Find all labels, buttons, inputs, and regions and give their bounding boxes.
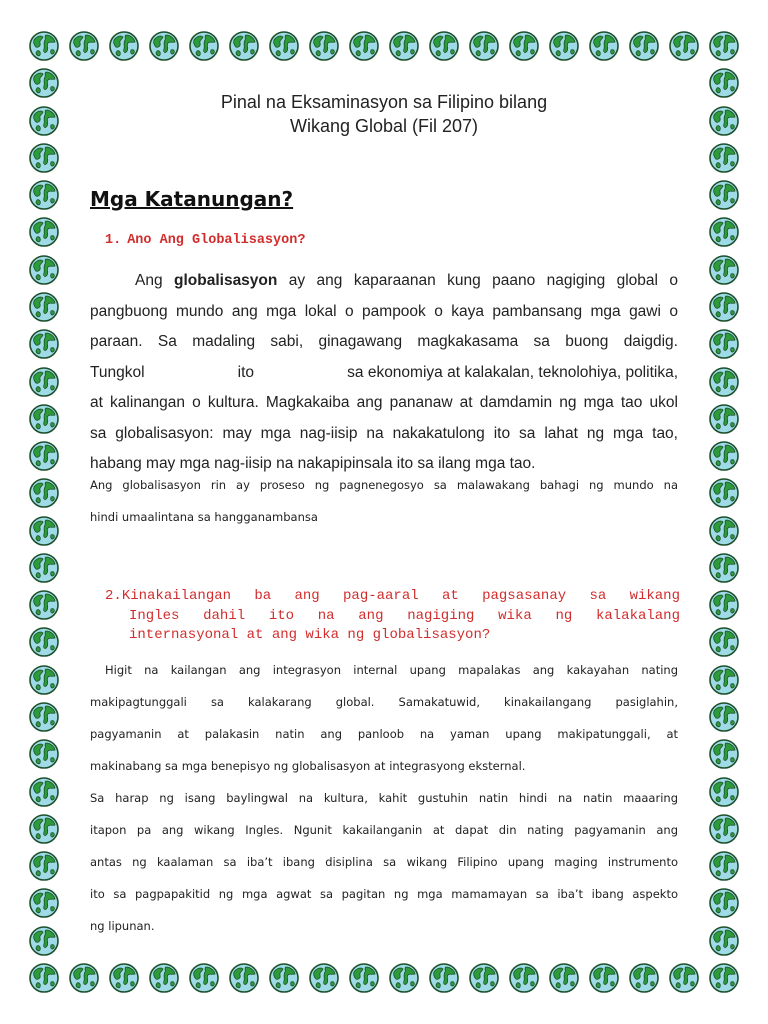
globe-icon <box>470 964 498 992</box>
globe-icon <box>710 256 738 284</box>
globe-icon <box>310 32 338 60</box>
answer-1-word: sa ekonomiya at kalakalan, teknolohiya, politika, <box>347 363 678 381</box>
globe-icon <box>710 852 738 880</box>
globe-icon <box>710 554 738 582</box>
globe-icon <box>30 144 58 172</box>
answer-2-line: makipagtunggali sa kalakarang global. Samakatuwid, kinakailangang pasiglahin, <box>90 695 678 709</box>
answer-2-paragraph-1 <box>90 654 678 782</box>
globe-icon <box>190 964 218 992</box>
globe-icon <box>230 32 258 60</box>
globe-icon <box>270 964 298 992</box>
document-title <box>90 90 678 138</box>
globe-icon <box>710 330 738 358</box>
globe-icon <box>430 964 458 992</box>
globe-icon <box>230 964 258 992</box>
answer-2-line: itapon pa ang wikang Ingles. Ngunit kakailanganin at dapat din nating pagyamanin ang <box>90 823 678 837</box>
globe-icon <box>70 964 98 992</box>
answer-1-word: ito <box>237 363 255 381</box>
globe-icon <box>550 964 578 992</box>
globe-icon <box>710 964 738 992</box>
globe-icon <box>710 107 738 135</box>
globe-icon <box>30 517 58 545</box>
answer-2-line: ito sa pagpapakitid ng mga agwat sa pagitan ng mga mamamayan sa iba’t ibang aspekto <box>90 887 678 901</box>
globe-icon <box>30 554 58 582</box>
globe-icon <box>710 628 738 656</box>
title-line-1: Pinal na Eksaminasyon sa Filipino bilang <box>220 92 548 112</box>
globe-icon <box>710 405 738 433</box>
globe-icon <box>710 32 738 60</box>
globe-icon <box>30 69 58 97</box>
globe-icon <box>30 778 58 806</box>
answer-1-line: sa globalisasyon: may mga nag-iisip na nakakatulong ito sa lahat ng mga tao, <box>90 424 678 442</box>
answer-1-line <box>90 358 678 389</box>
answer-1-extra-line: hindi umaalintana sa hangganambansa <box>90 510 318 524</box>
globe-icon <box>710 778 738 806</box>
globe-icon <box>70 32 98 60</box>
globe-icon <box>150 32 178 60</box>
globe-icon <box>710 591 738 619</box>
answer-1-word: Tungkol <box>90 363 145 381</box>
globe-icon <box>30 740 58 768</box>
question-2-line: internasyonal at ang wika ng globalisasyon? <box>129 627 491 643</box>
globe-icon <box>710 368 738 396</box>
answer-2-line: makinabang sa mga benepisyo ng globalisasyon at integrasyong eksternal. <box>90 759 526 773</box>
globe-icon <box>30 181 58 209</box>
question-2-text: Kinakailangan ba ang pag-aaral at pagsasanay sa wikang <box>121 588 680 604</box>
globe-icon <box>670 964 698 992</box>
globe-icon <box>30 107 58 135</box>
answer-2-line: antas ng kaalaman sa iba’t ibang disiplina sa wikang Filipino upang maging instrumento <box>90 855 678 869</box>
globe-icon <box>30 293 58 321</box>
globe-icon <box>630 32 658 60</box>
globe-icon <box>710 927 738 955</box>
question-1-number: 1. <box>105 233 122 248</box>
globe-icon <box>310 964 338 992</box>
globe-icon <box>30 666 58 694</box>
globe-icon <box>30 442 58 470</box>
globe-icon <box>470 32 498 60</box>
question-2-line <box>105 587 680 607</box>
answer-2-line: pagyamanin at palakasin natin ang panloob na yaman upang makipatunggali, at <box>90 727 678 741</box>
answer-1-line: pangbuong mundo ang mga lokal o pampook o kaya pambansang mga gawi o <box>90 302 678 320</box>
globe-icon <box>30 815 58 843</box>
section-heading: Mga Katanungan? <box>90 187 294 211</box>
answer-1-line: habang may mga nag-iisip na nakapipinsala ito sa ilang mga tao. <box>90 455 536 472</box>
answer-1-extra-line: Ang globalisasyon rin ay proseso ng pagnenegosyo sa malawakang bahagi ng mundo na <box>90 478 678 492</box>
answer-2-line: Higit na kailangan ang integrasyon internal upang mapalakas ang kakayahan nating <box>105 663 678 677</box>
globe-icon <box>110 964 138 992</box>
globe-icon <box>670 32 698 60</box>
answer-1-line: paraan. Sa madaling sabi, ginagawang magkakasama sa buong daigdig. <box>90 333 678 350</box>
globe-icon <box>710 442 738 470</box>
globe-icon <box>350 964 378 992</box>
globe-icon <box>710 144 738 172</box>
globe-icon <box>150 964 178 992</box>
globe-icon <box>30 852 58 880</box>
globe-icon <box>710 740 738 768</box>
globe-icon <box>30 591 58 619</box>
globe-icon <box>30 927 58 955</box>
answer-1-extra-paragraph <box>90 469 678 533</box>
question-2-number: 2. <box>105 588 122 604</box>
globe-icon <box>30 479 58 507</box>
globe-icon <box>30 330 58 358</box>
globe-icon <box>590 32 618 60</box>
question-1 <box>105 233 305 248</box>
answer-1-rest: ay ang kaparaanan kung paano nagiging global o <box>288 272 678 289</box>
globe-icon <box>710 479 738 507</box>
answer-1-line <box>90 266 678 297</box>
globe-icon <box>390 32 418 60</box>
globe-icon <box>510 32 538 60</box>
globe-icon <box>590 964 618 992</box>
answer-2-paragraph-2 <box>90 782 678 942</box>
question-1-text: Ano Ang Globalisasyon? <box>127 233 306 248</box>
question-2 <box>105 587 680 646</box>
globe-icon <box>30 368 58 396</box>
globe-icon <box>430 32 458 60</box>
globe-icon <box>710 815 738 843</box>
document-page <box>90 90 680 933</box>
globe-icon <box>390 964 418 992</box>
globe-icon <box>710 889 738 917</box>
answer-2-line: ng lipunan. <box>90 919 155 933</box>
globe-icon <box>30 889 58 917</box>
globe-icon <box>350 32 378 60</box>
answer-2-line: Sa harap ng isang baylingwal na kultura, kahit gustuhin natin hindi na natin maaaring <box>90 791 678 805</box>
globe-icon <box>30 32 58 60</box>
answer-1-bold-term: globalisasyon <box>174 272 278 289</box>
answer-1-prefix: Ang <box>135 272 163 289</box>
globe-icon <box>710 293 738 321</box>
globe-icon <box>710 181 738 209</box>
globe-icon <box>710 69 738 97</box>
globe-icon <box>30 628 58 656</box>
globe-icon <box>190 32 218 60</box>
question-2-line: Ingles dahil ito na ang nagiging wika ng kalakalang <box>129 607 680 624</box>
answer-1-paragraph <box>90 266 678 480</box>
globe-icon <box>110 32 138 60</box>
globe-icon <box>270 32 298 60</box>
globe-icon <box>710 218 738 246</box>
globe-icon <box>710 703 738 731</box>
globe-icon <box>710 666 738 694</box>
globe-icon <box>630 964 658 992</box>
globe-icon <box>30 256 58 284</box>
globe-icon <box>30 405 58 433</box>
globe-icon <box>30 218 58 246</box>
globe-icon <box>510 964 538 992</box>
globe-icon <box>550 32 578 60</box>
globe-icon <box>710 517 738 545</box>
globe-icon <box>30 703 58 731</box>
globe-icon <box>30 964 58 992</box>
answer-1-line: at kalinangan o kultura. Magkakaiba ang pananaw at damdamin ng mga tao ukol <box>90 394 678 411</box>
title-line-2: Wikang Global (Fil 207) <box>289 116 479 136</box>
